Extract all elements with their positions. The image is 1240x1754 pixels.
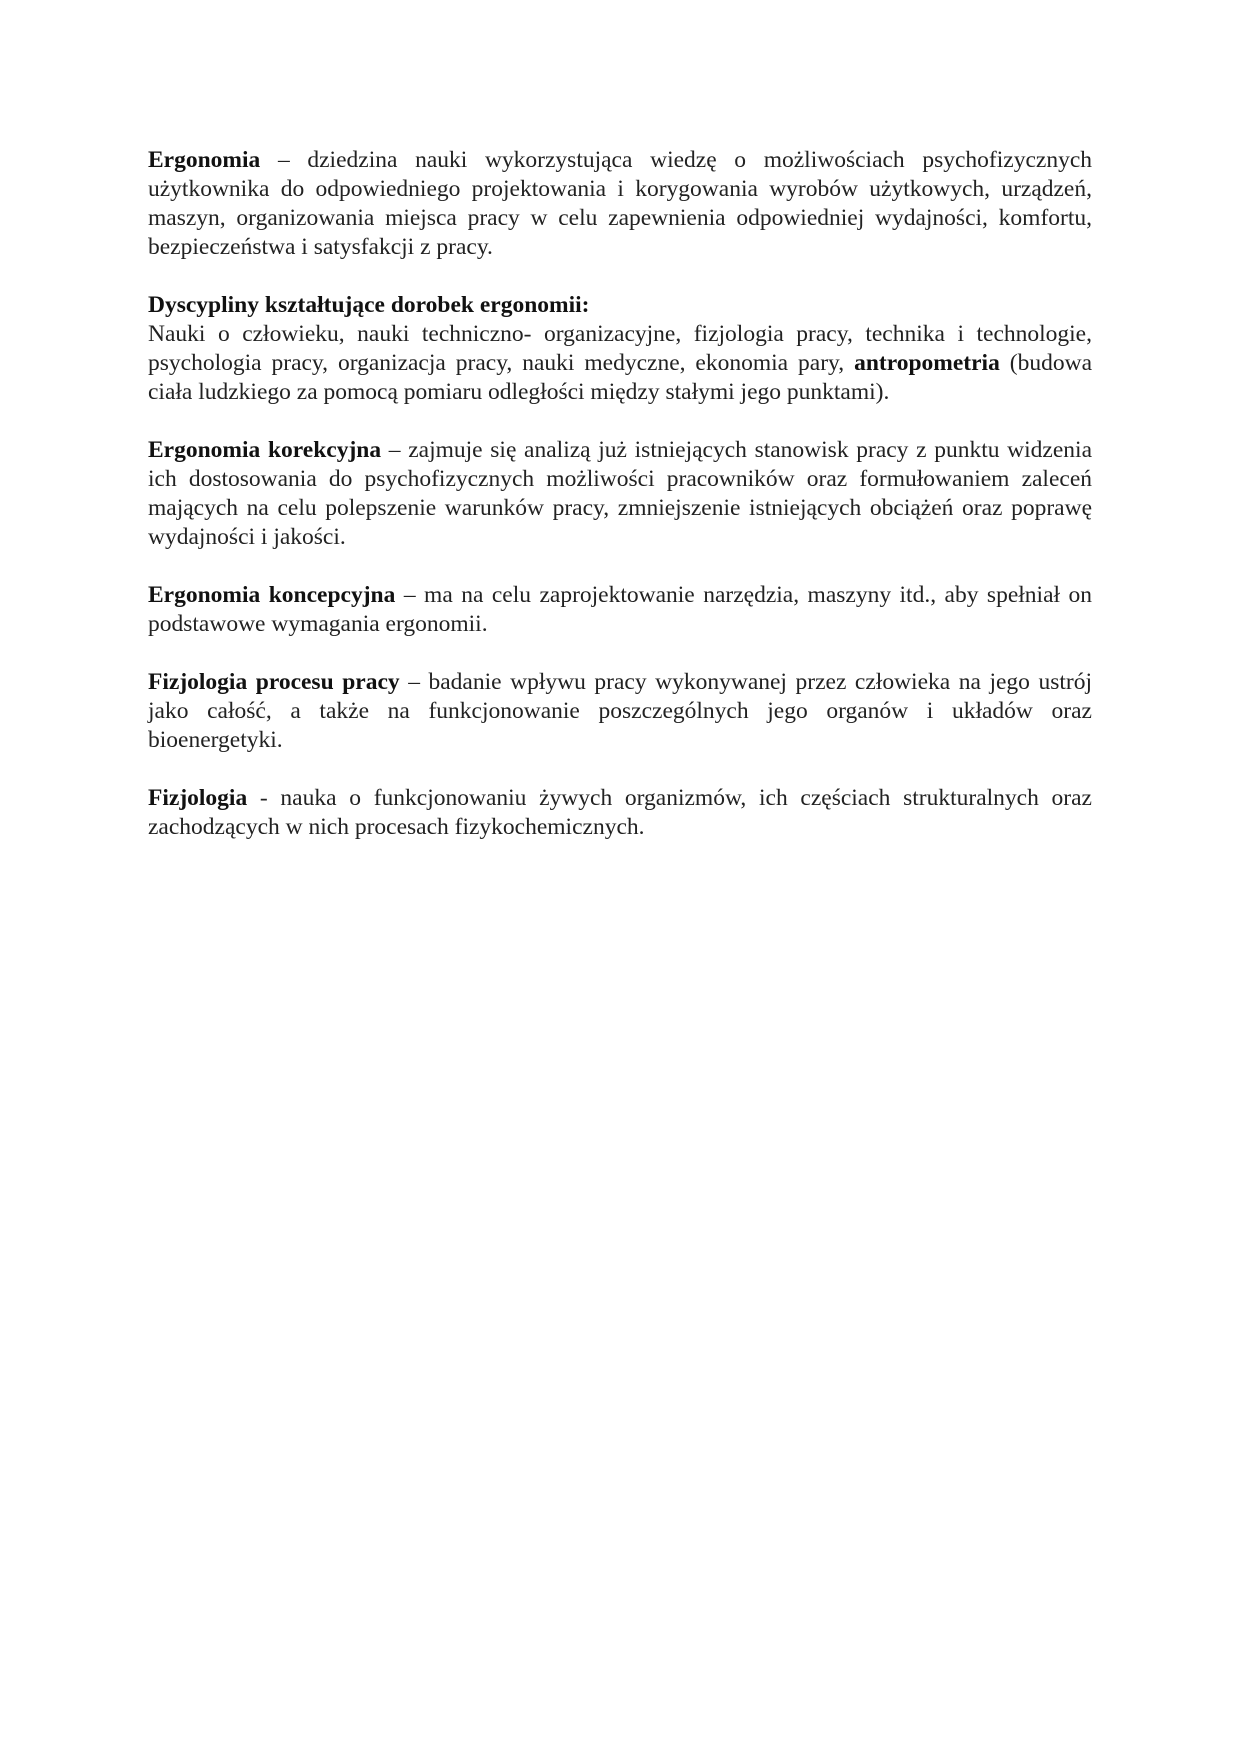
definition-antropometria: (budowa ciała ludzkiego za pomocą pomiaru odległości między stałymi jego punktami). bbox=[148, 350, 1093, 405]
term-fizjologia: Fizjologia bbox=[148, 785, 248, 811]
term-ergonomia-korekcyjna: Ergonomia korekcyjna bbox=[148, 437, 382, 463]
dyscypliny-list: Nauki o człowieku, nauki techniczno- organizacyjne, fizjologia pracy, technika i technologie, psychologia pracy, organizacja pracy, nauki medyczne, ekonomia pary, bbox=[148, 321, 1092, 376]
document-body bbox=[148, 146, 1092, 871]
definition-fizjologia: - nauka o funkcjonowaniu żywych organizmów, ich częściach strukturalnych oraz zachodzących w nich procesach fizykochemicznych. bbox=[148, 785, 1092, 840]
definition-ergonomia-koncepcyjna: – ma na celu zaprojektowanie narzędzia, maszyny itd., aby spełniał on podstawowe wymagania ergonomii. bbox=[148, 582, 1092, 637]
term-fizjologia-procesu-pracy: Fizjologia procesu pracy bbox=[148, 669, 400, 695]
term-ergonomia-koncepcyjna: Ergonomia koncepcyjna bbox=[148, 582, 396, 608]
definition-ergonomia-korekcyjna: – zajmuje się analizą już istniejących stanowisk pracy z punktu widzenia ich dostosowania do psychofizycznych możliwości pracowników oraz formułowaniem zaleceń mających na celu polepszenie warunków pracy, zmniejszenie istniejących obciążeń oraz poprawę wydajności i jakości. bbox=[148, 437, 1092, 550]
term-ergonomia: Ergonomia bbox=[148, 147, 261, 173]
definition-ergonomia: – dziedzina nauki wykorzystująca wiedzę o możliwościach psychofizycznych użytkownika do odpowiedniego projektowania i korygowania wyrobów użytkowych, urządzeń, maszyn, organizowania miejsca pracy w celu zapewnienia odpowiedniej wydajności, komfortu, bezpieczeństwa i satysfakcji z pracy. bbox=[148, 147, 1092, 260]
term-antropometria: antropometria bbox=[854, 350, 1000, 376]
paragraph-fizjologia-procesu-pracy bbox=[148, 668, 1092, 755]
heading-dyscypliny: Dyscypliny kształtujące dorobek ergonomii: bbox=[148, 292, 590, 318]
paragraph-fizjologia bbox=[148, 784, 1092, 842]
definition-fizjologia-procesu-pracy: – badanie wpływu pracy wykonywanej przez człowieka na jego ustrój jako całość, a także na funkcjonowanie poszczególnych jego organów i układów oraz bioenergetyki. bbox=[148, 669, 1092, 753]
paragraph-ergonomia-koncepcyjna bbox=[148, 581, 1092, 639]
paragraph-ergonomia-korekcyjna bbox=[148, 436, 1092, 552]
paragraph-ergonomia bbox=[148, 146, 1092, 262]
paragraph-dyscypliny bbox=[148, 291, 1092, 407]
